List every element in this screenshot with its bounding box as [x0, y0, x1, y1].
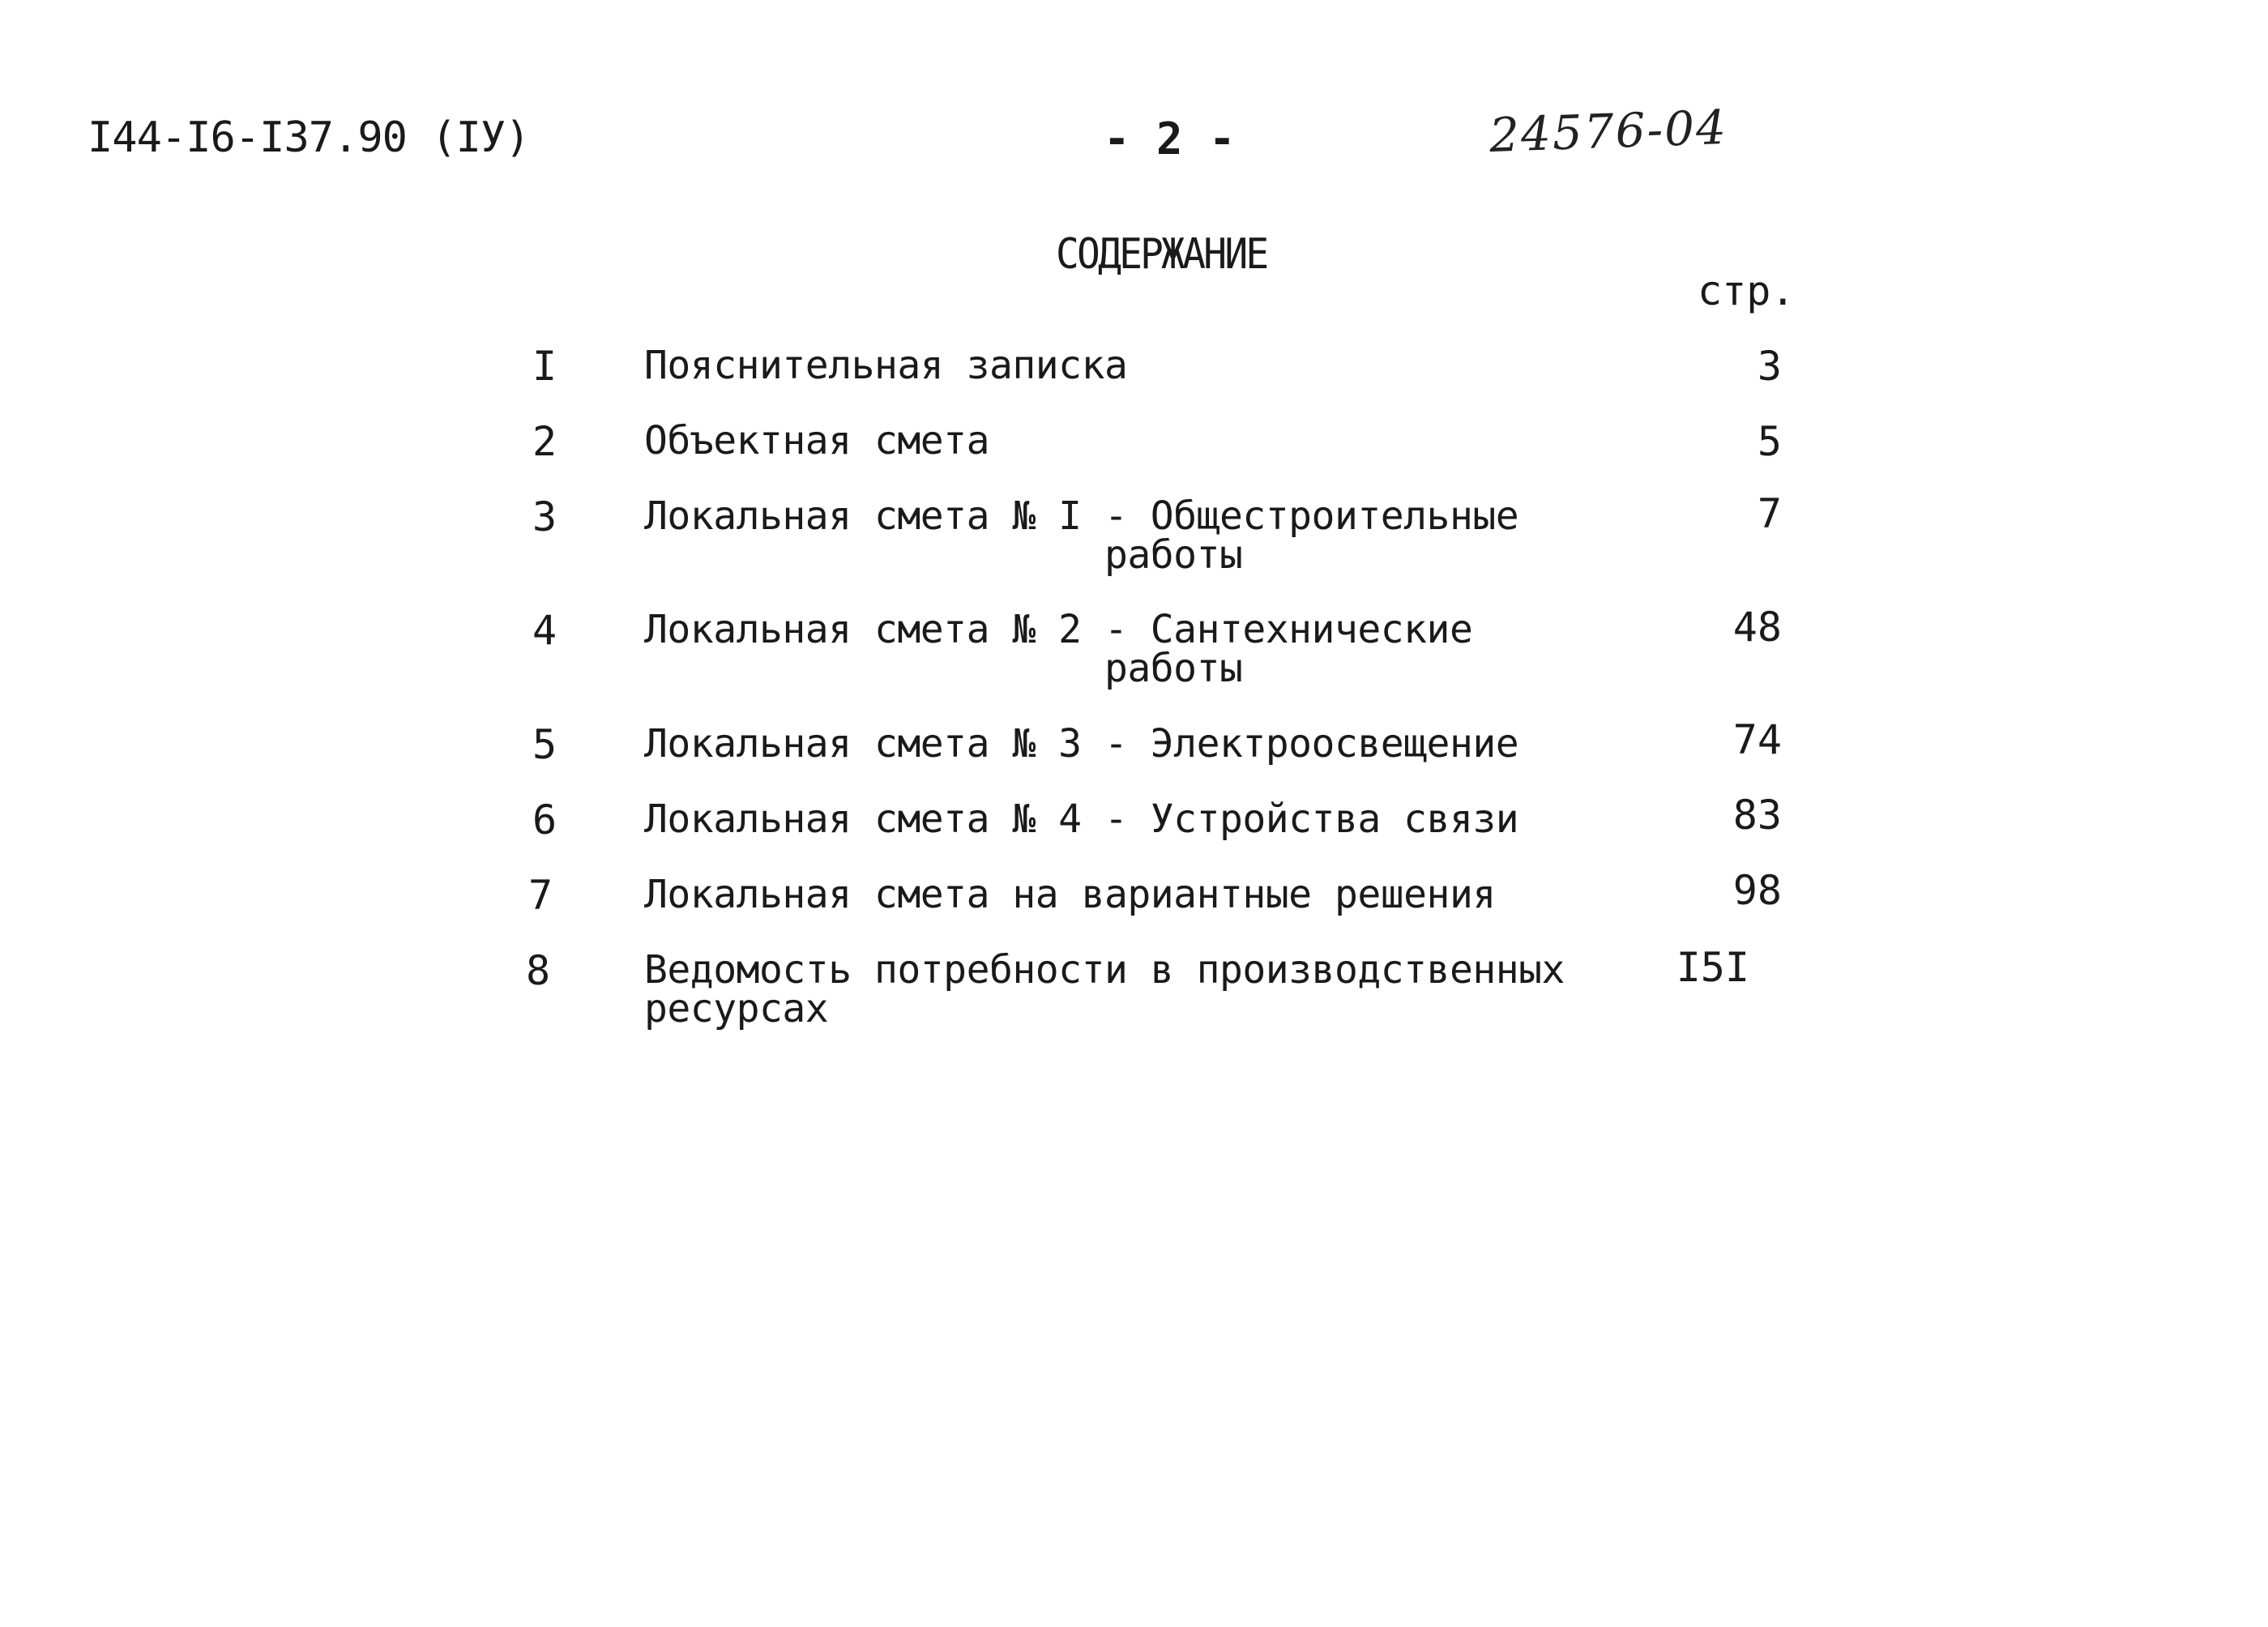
toc-entry-page: 98 [1732, 867, 1782, 914]
toc-entry-page: 83 [1732, 792, 1782, 839]
toc-entry-title: Ведомость потребности в производственных ресурсах [644, 947, 1565, 1031]
toc-entry-number: 2 [532, 418, 557, 465]
toc-entry-page: 7 [1757, 490, 1782, 537]
toc-entry-page: I5I [1676, 944, 1749, 991]
toc-entry-title: Пояснительная записка [644, 343, 1128, 388]
toc-entry-page: 48 [1732, 604, 1782, 651]
contents-heading: СОДЕРЖАНИЕ [1056, 230, 1267, 279]
toc-entry-number: 6 [532, 796, 557, 843]
toc-entry-number: 8 [525, 947, 551, 994]
toc-entry-title: Локальная смета № 2 - Сантехнические работы [644, 607, 1473, 691]
page-number: - 2 - [1104, 113, 1236, 164]
toc-entry-page: 74 [1732, 716, 1782, 763]
handwritten-archive-number: 24576-04 [1488, 99, 1729, 164]
toc-entry-number: 4 [532, 607, 557, 654]
toc-entry-number: I [532, 343, 557, 390]
page-column-header: стр. [1698, 267, 1796, 314]
toc-entry-title: Локальная смета № 4 - Устройства связи [644, 796, 1519, 842]
document-code: I44-I6-I37.90 (IУ) [88, 113, 530, 162]
toc-entry-title: Локальная смета № I - Общестроительные работы [644, 493, 1519, 578]
toc-entry-number: 3 [532, 493, 557, 540]
toc-entry-number: 5 [532, 721, 557, 768]
toc-entry-page: 3 [1757, 343, 1782, 390]
toc-entry-title: Локальная смета на вариантные решения [644, 872, 1496, 917]
toc-entry-page: 5 [1757, 418, 1782, 465]
toc-entry-title: Объектная смета [644, 418, 989, 463]
toc-entry-title: Локальная смета № 3 - Электроосвещение [644, 721, 1519, 767]
toc-entry-number: 7 [527, 872, 553, 919]
